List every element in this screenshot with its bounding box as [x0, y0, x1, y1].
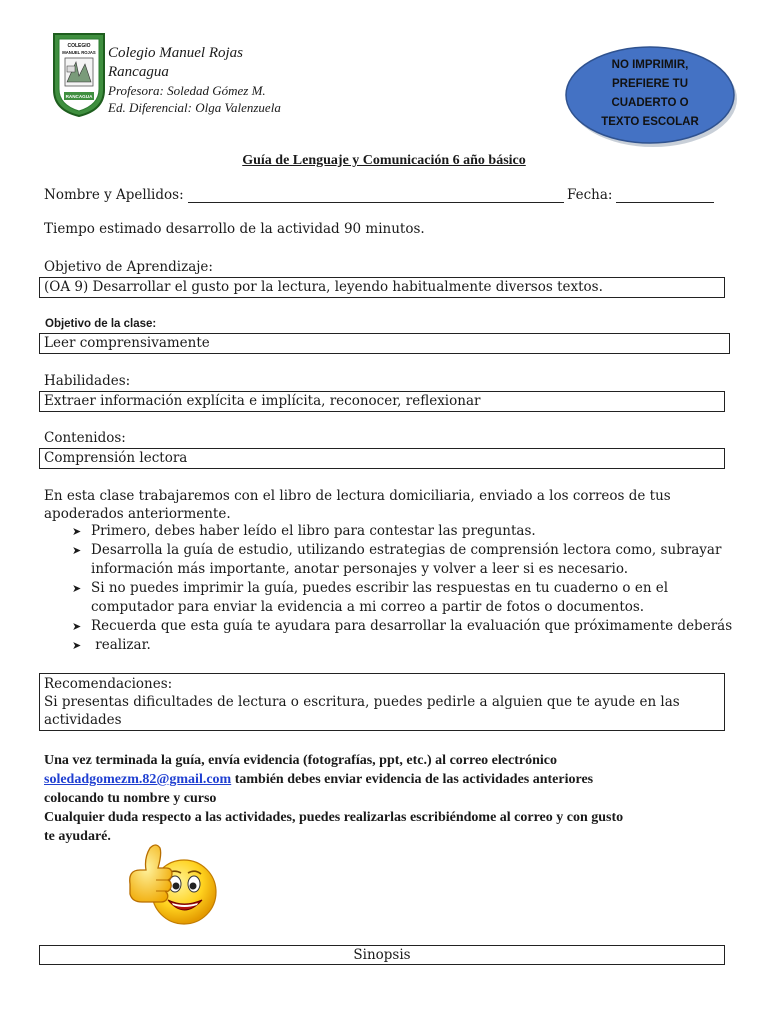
special-ed-teacher: Ed. Diferencial: Olga Valenzuela [108, 100, 281, 115]
synopsis-label: Sinopsis [353, 947, 411, 963]
closing-line: colocando tu nombre y curso [44, 791, 217, 806]
school-city: Rancagua [108, 64, 169, 80]
closing-line: también debes enviar evidencia de las actividades anteriores [231, 772, 594, 787]
date-label: Fecha: [567, 187, 613, 203]
objective-value: (OA 9) Desarrollar el gusto por la lectura, leyendo habitualmente diversos textos. [44, 279, 603, 295]
badge-text [580, 56, 720, 132]
list-item [72, 522, 732, 541]
closing-line: Una vez terminada la guía, envía evidencia (fotografías, ppt, etc.) al correo electrónico [44, 753, 557, 768]
closing-instructions [44, 751, 734, 846]
list-item-line: Si no puedes imprimir la guía, puedes escribir las respuestas en tu cuaderno o en el [91, 580, 669, 596]
instruction-list [72, 522, 732, 655]
closing-line: Cualquier duda respecto a las actividades, puedes realizarlas escribiéndome al correo y con gusto [44, 810, 624, 825]
list-item [72, 579, 732, 617]
teacher-name: Profesora: Soledad Gómez M. [108, 83, 266, 98]
contents-label: Contenidos: [44, 430, 126, 446]
intro-line: apoderados anteriormente. [44, 506, 231, 522]
recommendations-line: actividades [44, 712, 122, 728]
arrow-bullet-icon: ➤ [72, 639, 82, 652]
logo-text-bottom: RANCAGUA [65, 94, 93, 99]
list-item-line: Desarrolla la guía de estudio, utilizando estrategias de comprensión lectora como, subrayar [91, 542, 722, 558]
intro-line: En esta clase trabajaremos con el libro de lectura domiciliaria, enviado a los correos de tus [44, 488, 671, 504]
recommendations-box [39, 673, 725, 731]
school-info [108, 44, 281, 116]
arrow-bullet-icon: ➤ [72, 620, 82, 633]
list-item-line: información más importante, anotar personajes y volver a leer si es necesario. [91, 561, 629, 577]
arrow-bullet-icon: ➤ [72, 544, 82, 557]
objective-box [39, 277, 725, 298]
list-item-line: Primero, debes haber leído el libro para contestar las preguntas. [91, 523, 536, 539]
thumbs-up-smiley-icon [126, 840, 220, 932]
list-item-line: realizar. [91, 637, 151, 653]
email-link[interactable]: soledadgomezm.82@gmail.com [44, 772, 232, 787]
list-item [72, 541, 732, 579]
list-item-line: computador para enviar la evidencia a mi correo a partir de fotos o documentos. [91, 599, 645, 615]
synopsis-box [39, 945, 725, 965]
closing-line: te ayudaré. [44, 829, 111, 844]
skills-value: Extraer información explícita e implícita, reconocer, reflexionar [44, 393, 481, 409]
skills-label: Habilidades: [44, 373, 131, 389]
objective-label: Objetivo de Aprendizaje: [44, 259, 213, 275]
contents-box [39, 448, 725, 469]
logo-text-arc: MANUEL ROJAS [62, 50, 96, 55]
contents-value: Comprensión lectora [44, 450, 188, 466]
school-name: Colegio Manuel Rojas [108, 45, 243, 61]
logo-text-top: COLEGIO [67, 43, 91, 49]
date-field[interactable] [616, 202, 714, 203]
class-objective-box [39, 333, 730, 354]
name-label: Nombre y Apellidos: [44, 187, 184, 203]
class-objective-value: Leer comprensivamente [44, 335, 210, 351]
school-logo [52, 32, 106, 118]
name-field[interactable] [188, 202, 564, 203]
list-item-line: Recuerda que esta guía te ayudara para desarrollar la evaluación que próximamente deberás [91, 618, 733, 634]
badge-line: PREFIERE TU [611, 78, 689, 90]
time-estimate: Tiempo estimado desarrollo de la actividad 90 minutos. [44, 221, 425, 237]
arrow-bullet-icon: ➤ [72, 582, 82, 595]
badge-line: CUADERTO O [611, 97, 689, 109]
arrow-bullet-icon: ➤ [72, 525, 82, 538]
class-objective-label: Objetivo de la clase: [45, 318, 157, 330]
page-title: Guía de Lenguaje y Comunicación 6 año básico [242, 153, 526, 168]
list-item [72, 617, 732, 636]
list-item [72, 636, 732, 655]
recommendations-line: Si presentas dificultades de lectura o escritura, puedes pedirle a alguien que te ayude en las [44, 694, 680, 710]
skills-box [39, 391, 725, 412]
recommendations-label: Recomendaciones: [44, 676, 173, 692]
intro-paragraph [44, 487, 671, 523]
badge-line: TEXTO ESCOLAR [601, 116, 699, 128]
badge-line: NO IMPRIMIR, [611, 59, 689, 71]
